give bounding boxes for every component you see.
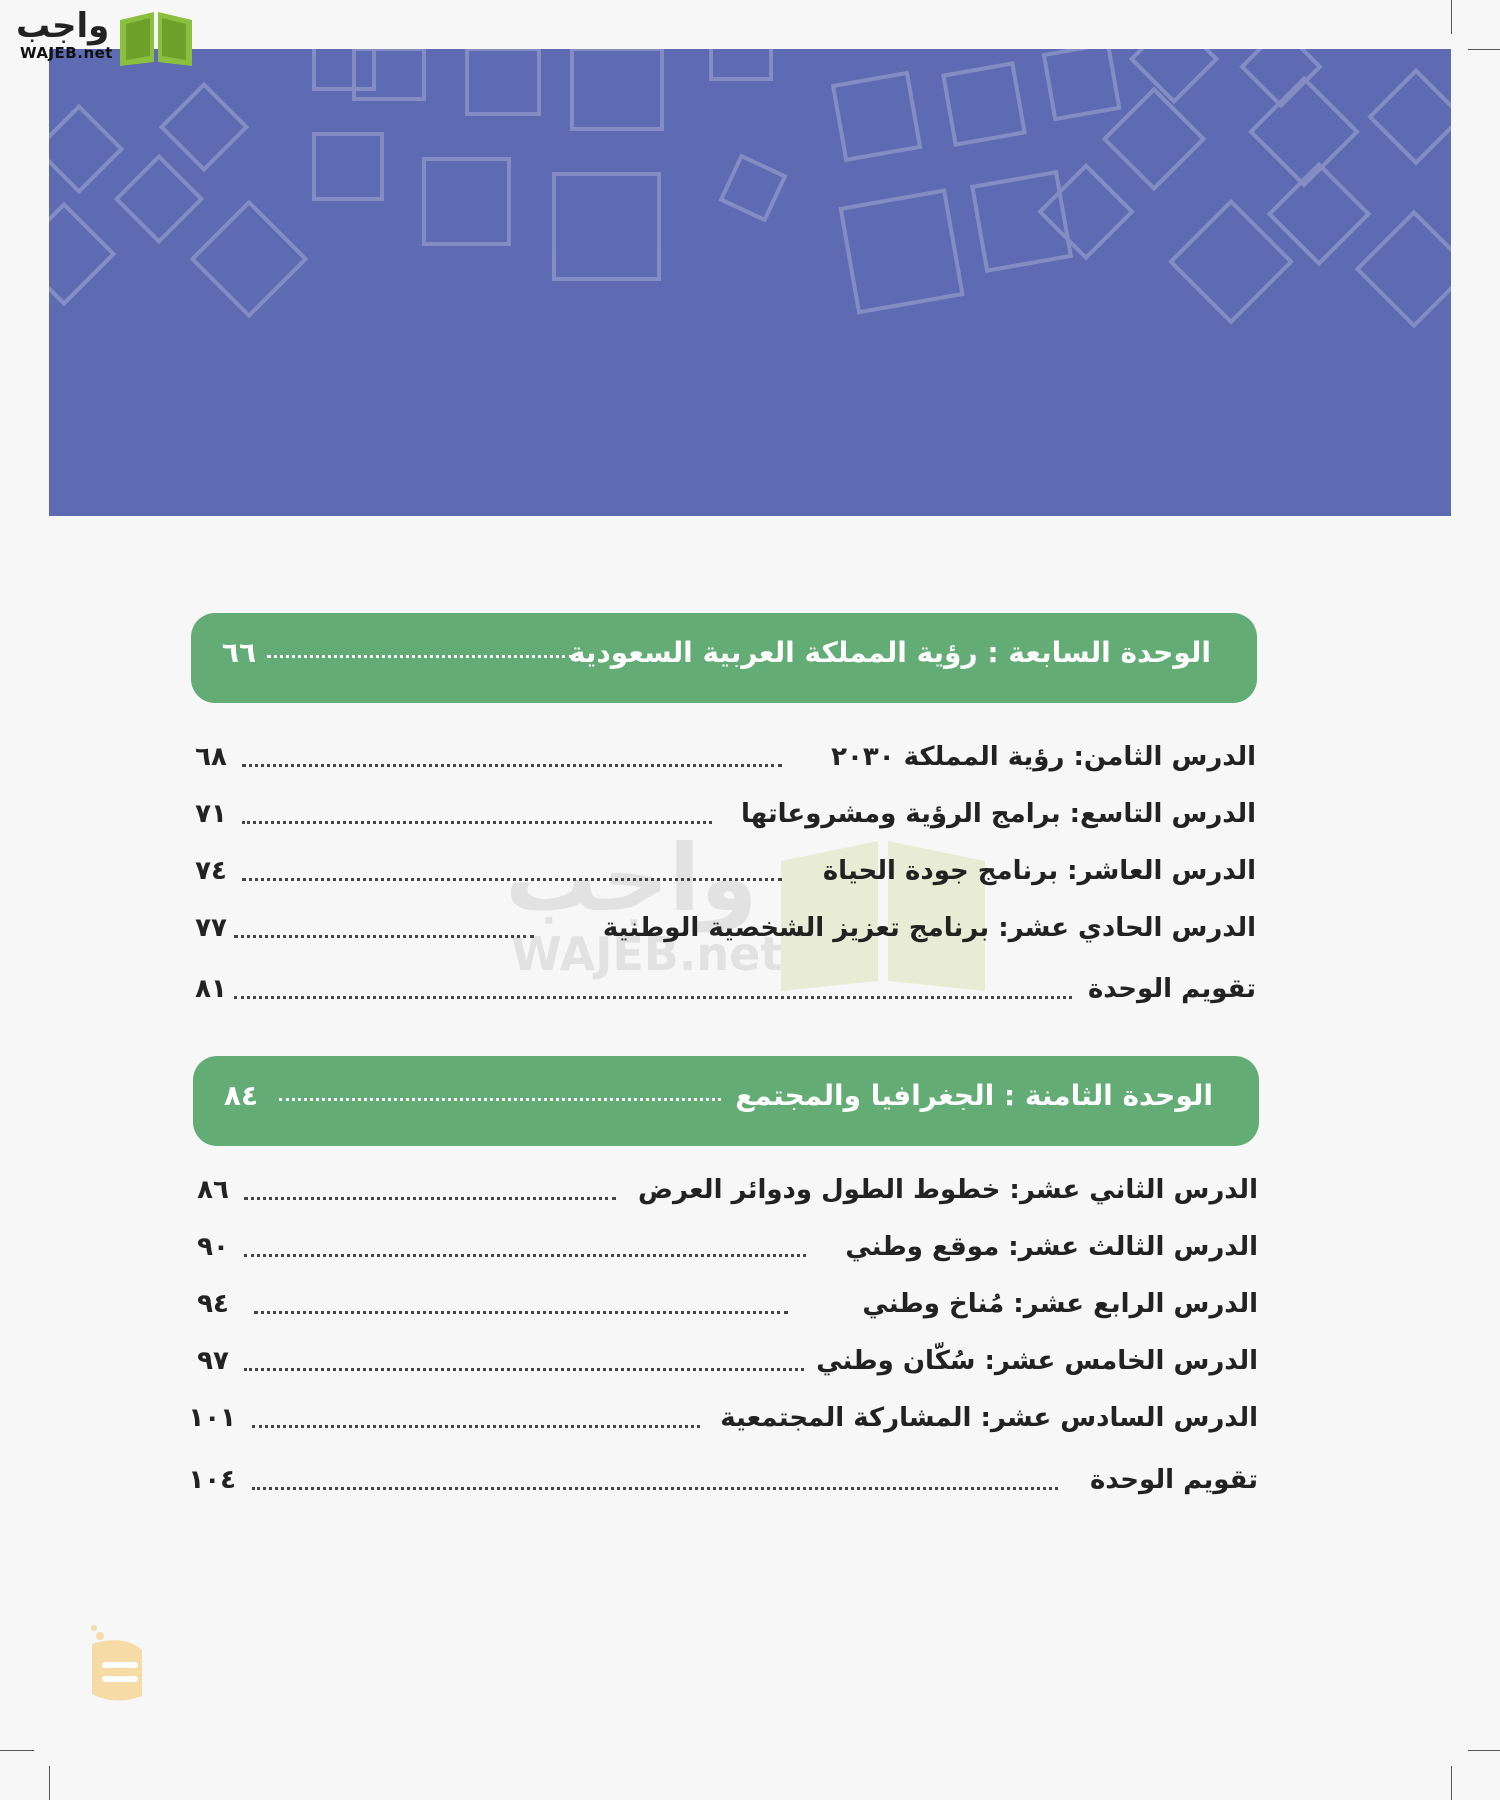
leader-dots: [242, 878, 782, 881]
crop-mark: [1468, 49, 1500, 50]
unit-title: الوحدة السابعة : رؤية المملكة العربية السعودية: [568, 636, 1211, 669]
site-logo: [8, 4, 198, 66]
lesson-page-number: ٩٠: [197, 1232, 229, 1262]
leader-dots: [279, 1098, 721, 1101]
leader-dots: [254, 1311, 788, 1314]
unit-header-7[interactable]: [191, 613, 1257, 703]
toc-entry[interactable]: [188, 970, 1256, 1014]
crop-mark: [1451, 1766, 1452, 1800]
lesson-title: الدرس الثامن: رؤية المملكة ٢٠٣٠: [831, 742, 1256, 772]
toc-entry[interactable]: [190, 1461, 1258, 1505]
lesson-title: الدرس الثاني عشر: خطوط الطول ودوائر العرض: [637, 1175, 1258, 1205]
leader-dots: [242, 821, 712, 824]
lesson-page-number: ١٠١: [188, 1403, 236, 1433]
crop-mark: [0, 1750, 34, 1751]
leader-dots: [234, 996, 1072, 999]
leader-dots: [242, 764, 782, 767]
watermark-latin: WAJEB.net: [511, 927, 783, 981]
crop-mark: [1468, 1750, 1500, 1751]
lesson-title: الدرس التاسع: برامج الرؤية ومشروعاتها: [740, 799, 1256, 829]
site-logo-latin: WAJEB.net: [20, 44, 113, 62]
toc-entry[interactable]: [188, 795, 1256, 839]
leader-dots: [252, 1487, 1058, 1490]
toc-entry[interactable]: [190, 1228, 1258, 1272]
lesson-title: الدرس الحادي عشر: برنامج تعزيز الشخصية الوطنية: [602, 913, 1256, 943]
unit-review-title: تقويم الوحدة: [1087, 974, 1256, 1004]
lesson-title: الدرس الثالث عشر: موقع وطني: [845, 1232, 1258, 1262]
unit-page-number: ٨٤: [223, 1079, 259, 1112]
lesson-page-number: ٨٦: [197, 1175, 229, 1205]
lesson-page-number: ٧١: [195, 799, 227, 829]
leader-dots: [267, 655, 573, 658]
lesson-page-number: ٧٧: [195, 913, 227, 943]
square-pattern: [49, 49, 1451, 516]
toc-entry[interactable]: [190, 1399, 1258, 1443]
toc-entry[interactable]: [188, 909, 1256, 953]
crop-mark: [1451, 0, 1452, 34]
toc-entry[interactable]: [190, 1285, 1258, 1329]
lesson-page-number: ١٠٤: [188, 1465, 236, 1495]
lesson-page-number: ٦٨: [195, 742, 227, 772]
watermark-arabic: واجب: [505, 825, 758, 932]
lesson-page-number: ٩٤: [197, 1289, 229, 1319]
leader-dots: [244, 1368, 804, 1371]
toc-entry[interactable]: [188, 852, 1256, 896]
page-number-logo-icon: [84, 1622, 154, 1702]
lesson-page-number: ٩٧: [197, 1346, 229, 1376]
site-logo-arabic: واجب: [16, 6, 110, 46]
unit-review-title: تقويم الوحدة: [1089, 1465, 1258, 1495]
lesson-page-number: ٨١: [195, 974, 227, 1004]
unit-page-number: ٦٦: [221, 636, 257, 669]
header-banner: [49, 49, 1451, 516]
lesson-title: الدرس الخامس عشر: سُكّان وطني: [816, 1346, 1258, 1376]
lesson-title: الدرس العاشر: برنامج جودة الحياة: [822, 856, 1256, 886]
toc-entry[interactable]: [190, 1171, 1258, 1215]
lesson-title: الدرس السادس عشر: المشاركة المجتمعية: [720, 1403, 1258, 1433]
unit-header-8[interactable]: [193, 1056, 1259, 1146]
leader-dots: [252, 1425, 700, 1428]
leader-dots: [244, 1197, 616, 1200]
unit-title: الوحدة الثامنة : الجغرافيا والمجتمع: [735, 1079, 1213, 1112]
leader-dots: [244, 1254, 806, 1257]
lesson-title: الدرس الرابع عشر: مُناخ وطني: [862, 1289, 1258, 1319]
crop-mark: [49, 1766, 50, 1800]
book-icon: [116, 6, 196, 68]
lesson-page-number: ٧٤: [195, 856, 227, 886]
toc-entry[interactable]: [188, 738, 1256, 782]
toc-entry[interactable]: [190, 1342, 1258, 1386]
leader-dots: [234, 935, 534, 938]
